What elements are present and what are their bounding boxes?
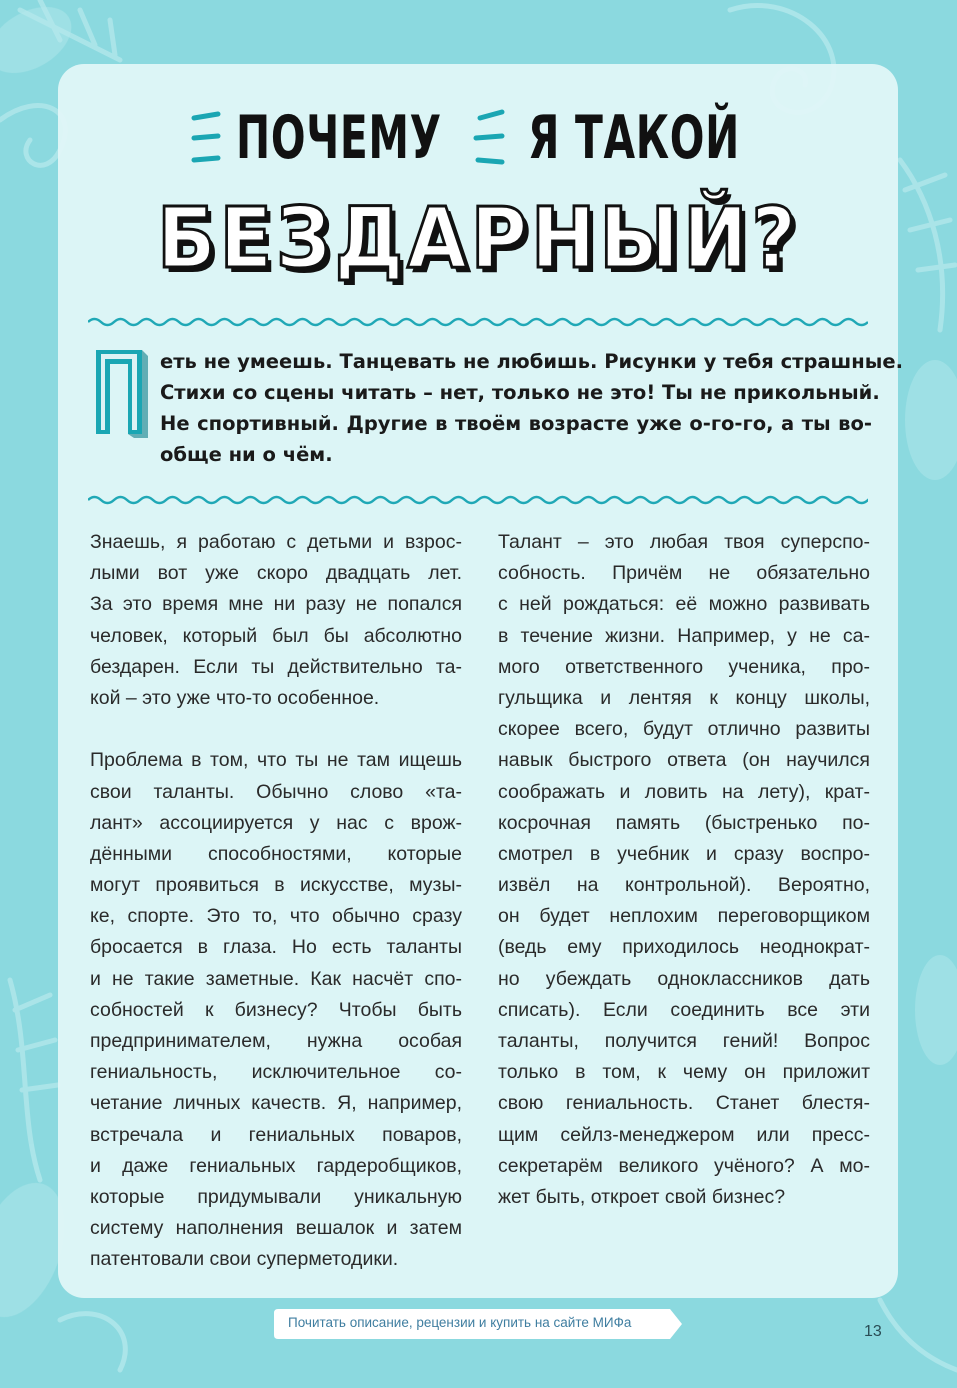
body-line: навык быстрого ответа (он научился — [498, 749, 870, 772]
body-line: скорее всего, будут отлично развиты — [498, 718, 870, 741]
paragraph-gap — [90, 714, 462, 745]
body-line: в течение жизни. Например, у не са- — [498, 624, 870, 647]
body-line: которые придумывали уникальную — [90, 1185, 462, 1208]
body-line: косрочная память (быстренько по- — [498, 811, 870, 834]
buy-link[interactable] — [274, 1309, 682, 1339]
title-row-2 — [0, 188, 957, 288]
intro-paragraph — [160, 346, 904, 470]
intro-line: Не спортивный. Другие в твоём возрасте уже о-го-го, а ты во- — [160, 412, 872, 435]
body-line: кой – это уже что-то особенное. — [90, 686, 380, 709]
intro-line: Стихи со сцены читать – нет, только не это! Ты не прикольный. — [160, 381, 880, 404]
body-line: таланты, получится гений! Вопрос — [498, 1030, 870, 1052]
body-line: лыми вот уже скоро двадцать лет. — [90, 562, 462, 585]
buy-link-text[interactable]: Почитать описание, рецензии и купить на сайте МИФа — [288, 1315, 632, 1330]
right-column — [498, 527, 870, 1213]
body-line: предпринимателем, нужна особая — [90, 1030, 462, 1052]
body-line: но убеждать одноклассников дать — [498, 967, 870, 990]
body-line: Проблема в том, что ты не там ищешь — [90, 749, 462, 772]
body-line: (ведь ему приходилось неоднократ- — [498, 936, 870, 959]
body-line: соображать и ловить на лету), крат- — [498, 780, 870, 803]
body-line: Талант – это любая твоя суперспо- — [498, 531, 870, 553]
title-word-talentless: БЕЗДАРНЫЙ? — [157, 189, 800, 287]
body-line: с ней рождаться: её можно развивать — [498, 593, 870, 616]
body-line: секретарём великого учёного? А мо- — [498, 1154, 870, 1177]
body-line: гениальность, исключительное со- — [90, 1061, 462, 1084]
body-line: свои таланты. Обычно слово «та- — [90, 780, 462, 803]
body-line: лант» ассоциируется у нас с врож- — [90, 811, 462, 834]
intro-line: обще ни о чём. — [160, 443, 333, 466]
body-line: Знаешь, я работаю с детьми и взрос- — [90, 531, 462, 553]
body-line: патентовали свои суперметодики. — [90, 1248, 399, 1271]
dropcap-letter — [90, 346, 150, 438]
body-line: жет быть, откроет свой бизнес? — [498, 1185, 786, 1208]
body-line: и не такие заметные. Как насчёт спо- — [90, 967, 462, 990]
body-line: и даже гениальных гардеробщиков, — [90, 1154, 462, 1177]
title-dash-mark-left — [188, 106, 224, 170]
left-column — [90, 527, 462, 1276]
body-line: собность. Причём не обязательно — [498, 562, 870, 585]
page-number: 13 — [864, 1323, 882, 1340]
body-line: списать). Если соединить все эти — [498, 998, 870, 1021]
body-line: дёнными способностями, которые — [90, 842, 462, 865]
body-line: свою гениальность. Станет блестя- — [498, 1092, 870, 1115]
intro-line: еть не умеешь. Танцевать не любишь. Рисунки у тебя страшные. — [160, 350, 904, 373]
body-line: собностей к бизнесу? Чтобы быть — [90, 998, 462, 1021]
wave-divider-bottom — [88, 494, 868, 506]
body-line: четание личных качеств. Я, например, — [90, 1092, 462, 1115]
title-dash-mark-middle — [472, 106, 508, 170]
body-line: щим сейлз-менеджером или пресс- — [498, 1123, 870, 1146]
body-line: ке, спорте. Это то, что обычно сразу — [90, 905, 462, 928]
body-line: бездарен. Если ты действительно та- — [90, 655, 462, 678]
body-line: встречала и гениальных поваров, — [90, 1123, 462, 1146]
body-line: смотрел в учебник и сразу воспро- — [498, 842, 870, 865]
title-word-i-such: Я ТАКОЙ — [528, 103, 740, 173]
body-line: он будет неплохим переговорщиком — [498, 905, 870, 928]
body-line: только в том, к чему он приложит — [498, 1061, 870, 1084]
title-word-why: ПОЧЕМУ — [236, 103, 442, 173]
title-row-1 — [0, 98, 957, 178]
body-line: бросается в глаза. Но есть таланты — [90, 936, 462, 959]
body-line: систему наполнения вешалок и затем — [90, 1217, 462, 1240]
body-line: извёл на контрольной). Вероятно, — [498, 874, 870, 897]
body-line: гульщика и лентяя к концу школы, — [498, 686, 870, 709]
wave-divider-top — [88, 316, 868, 328]
body-line: человек, который был бы абсолютно — [90, 624, 462, 647]
body-line: могут проявиться в искусстве, музы- — [90, 874, 462, 897]
body-line: За это время мне ни разу не попался — [90, 593, 462, 616]
body-line: мого ответственного ученика, про- — [498, 655, 870, 678]
